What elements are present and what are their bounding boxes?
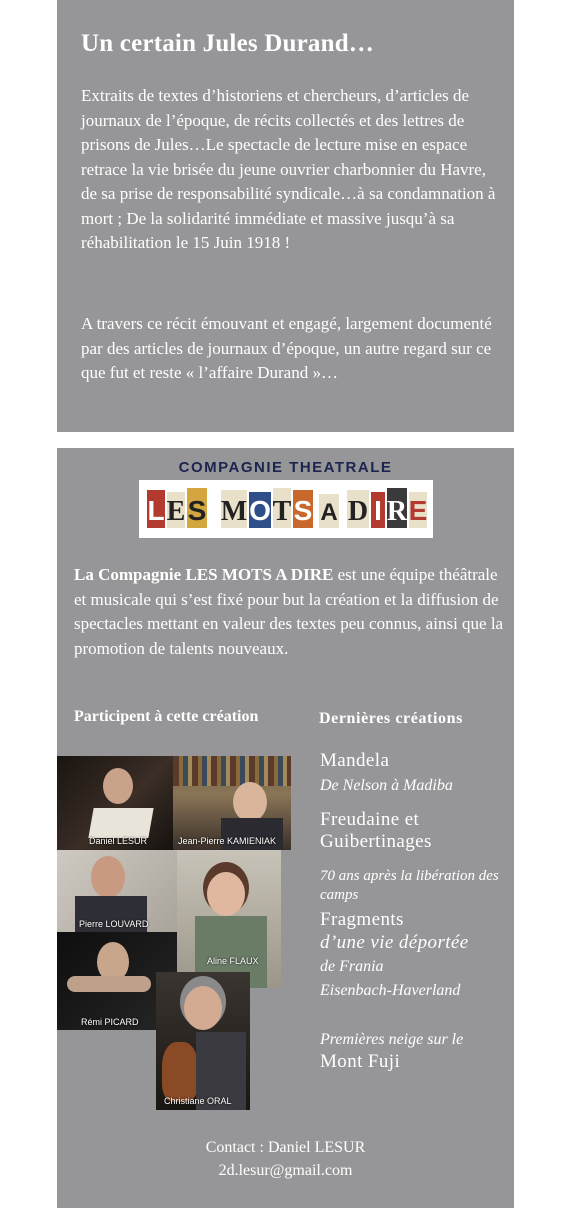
photo-pierre-louvard [57, 850, 177, 932]
creation-3-author-2: Eisenbach-Haverland [320, 982, 461, 999]
svg-text:O: O [249, 495, 271, 526]
photo-caption: Daniel LESUR [89, 836, 148, 846]
company-name: La Compagnie LES MOTS A DIRE [74, 565, 334, 584]
creation-4-title: Mont Fuji [320, 1051, 401, 1072]
page-title: Un certain Jules Durand… [81, 30, 375, 57]
photo-caption: Jean-Pierre KAMIENIAK [178, 836, 277, 846]
creation-3-title: Fragments [320, 909, 404, 930]
svg-text:E: E [408, 495, 428, 526]
svg-text:S: S [187, 495, 207, 526]
photo-christiane-oral [156, 972, 250, 1110]
svg-text:A: A [320, 499, 338, 526]
photo-caption: Christiane ORAL [164, 1096, 232, 1106]
creation-2-title-line1: Freudaine et [320, 809, 420, 830]
intro-paragraph-1: Extraits de textes d’historiens et chercheurs, d’articles de journaux de l’époque, de récits collectés et des lettres de prisons de Jules…Le spectacle de lecture mise en espace retrace la vie brisée du jeune ouvrier charbonnier du Havre, de sa prise de responsabilité syndicale…à sa condamnation à mort ; De la solidarité immédiate et massive jusqu’à sa réhabilitation le 15 Juin 1918 ! [81, 86, 496, 252]
svg-text:I: I [374, 495, 382, 526]
creation-3-author-1: de Frania [320, 958, 384, 975]
contact-name: Contact : Daniel LESUR [205, 1139, 366, 1156]
photo-caption: Pierre LOUVARD [79, 919, 149, 929]
company-panel [57, 448, 514, 1208]
svg-text:S: S [293, 495, 313, 526]
logo-graphic [141, 482, 431, 536]
photo-caption: Rémi PICARD [81, 1017, 139, 1027]
creation-1-subtitle: De Nelson à Madiba [320, 777, 453, 794]
company-description [74, 563, 504, 661]
participants-title: Participent à cette création [74, 708, 259, 725]
photo-caption: Aline FLAUX [207, 956, 259, 966]
company-logo [139, 480, 433, 538]
svg-text:R: R [386, 496, 408, 527]
photo-daniel-lesur [57, 756, 174, 850]
contact-block [57, 1136, 514, 1182]
creation-4-pretitle: Premières neige sur le [320, 1031, 464, 1048]
svg-text:E: E [166, 496, 186, 527]
creation-1-title: Mandela [320, 750, 390, 771]
svg-text:L: L [147, 495, 165, 526]
creation-3-pretitle: 70 ans après la libération des camps [320, 868, 499, 903]
svg-text:M: M [220, 496, 248, 527]
contact-email[interactable]: 2d.lesur@gmail.com [218, 1162, 353, 1179]
intro-paragraph-2: A travers ce récit émouvant et engagé, largement documenté par des articles de journaux d’époque, un autre regard sur ce que fut et reste « l’affaire Durand »… [81, 314, 492, 382]
intro-panel [57, 0, 514, 432]
company-description-text: est une équipe théâtrale et musicale qui s’est fixé pour but la création et la diffusion de spectacles mettant en valeur des textes peu connus, ainsi que la promotion de talents nouveaux. [74, 565, 504, 658]
creation-3-subtitle: d’une vie déportée [320, 932, 469, 953]
photo-aline-flaux [177, 850, 281, 988]
company-label: COMPAGNIE THEATRALE [178, 459, 393, 476]
creations-title: Dernières créations [319, 710, 463, 727]
svg-text:T: T [272, 496, 292, 527]
creation-2-title-line2: Guibertinages [320, 831, 432, 852]
svg-text:D: D [347, 496, 369, 527]
photo-jean-pierre-kamieniak [173, 756, 291, 850]
